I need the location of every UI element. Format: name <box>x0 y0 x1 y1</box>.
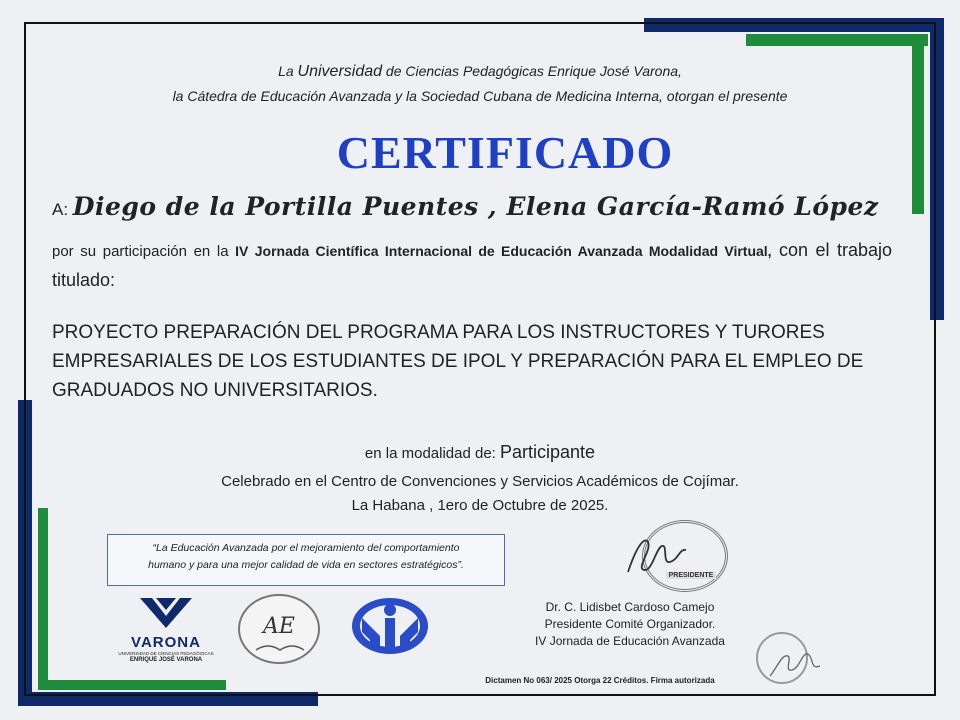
quote-line-2: humano y para una mejor calidad de vida en sectores estratégicos”. <box>148 559 464 571</box>
varona-logo-name: VARONA <box>131 634 201 651</box>
seal-signature-icon <box>766 636 826 690</box>
varona-v-icon <box>112 596 220 630</box>
recipients-line <box>52 192 879 221</box>
intro-line-1 <box>60 60 900 83</box>
signature-icon <box>622 528 692 584</box>
work-title: PROYECTO PREPARACIÓN DEL PROGRAMA PARA LOS INSTRUCTORES Y TURORES EMPRESARIALES DE LOS ESTUDIANTES DE IPOL Y PREPARACIÓN PARA EL EMPLEO DE GRADUADOS NO UNIVERSITARIOS. <box>52 322 864 401</box>
certificate-title: CERTIFICADO <box>336 127 674 178</box>
catedra-logo <box>238 594 320 664</box>
signer-name: Dr. C. Lidisbet Cardoso Camejo <box>545 600 715 614</box>
date-line: La Habana , 1ero de Octubre de 2025. <box>351 497 609 514</box>
participation-pre: por su participación en la <box>52 243 236 260</box>
participation-post: con el trabajo titulado: <box>52 240 892 290</box>
event-name: IV Jornada Científica Internacional de Educación Avanzada Modalidad Virtual, <box>235 243 772 259</box>
modality-label: en la modalidad de: <box>364 445 501 462</box>
catedra-monogram: AE <box>263 614 295 639</box>
quote-line-1: “La Educación Avanzada por el mejoramiento del comportamiento <box>152 542 460 554</box>
quote-box <box>107 534 505 586</box>
book-icon <box>254 640 306 654</box>
authorized-seal <box>752 628 828 692</box>
president-stamp <box>622 518 728 594</box>
participation-text <box>52 236 892 296</box>
intro-prefix: La <box>278 63 298 79</box>
varona-logo-line1: UNIVERSIDAD DE CIENCIAS PEDAGÓGICAS <box>118 651 214 656</box>
modality-value: Participante <box>500 442 596 462</box>
intro-university: Universidad <box>297 63 383 80</box>
recipients-prefix: A: <box>52 200 69 219</box>
dictamen-line: Dictamen No 063/ 2025 Otorga 22 Créditos. Firma autorizada <box>485 676 715 685</box>
modality-line <box>160 442 800 463</box>
varona-logo-line2: ENRIQUE JOSÉ VARONA <box>129 657 203 663</box>
medical-society-logo <box>350 596 430 656</box>
stamp-label: PRESIDENTE <box>666 572 716 579</box>
recipient-names: Diego de la Portilla Puentes , Elena García-Ramó López <box>72 192 879 221</box>
intro-university-rest: de Ciencias Pedagógicas Enrique José Varona, <box>382 63 682 79</box>
venue-line: Celebrado en el Centro de Convenciones y Servicios Académicos de Cojímar. <box>221 473 739 490</box>
varona-logo <box>112 596 220 663</box>
intro-line-2: la Cátedra de Educación Avanzada y la Sociedad Cubana de Medicina Interna, otorgan el presente <box>172 88 788 104</box>
medical-society-logo-icon <box>350 596 430 656</box>
signer-role: Presidente Comité Organizador. <box>544 617 716 631</box>
signer-event: IV Jornada de Educación Avanzada <box>535 634 725 648</box>
